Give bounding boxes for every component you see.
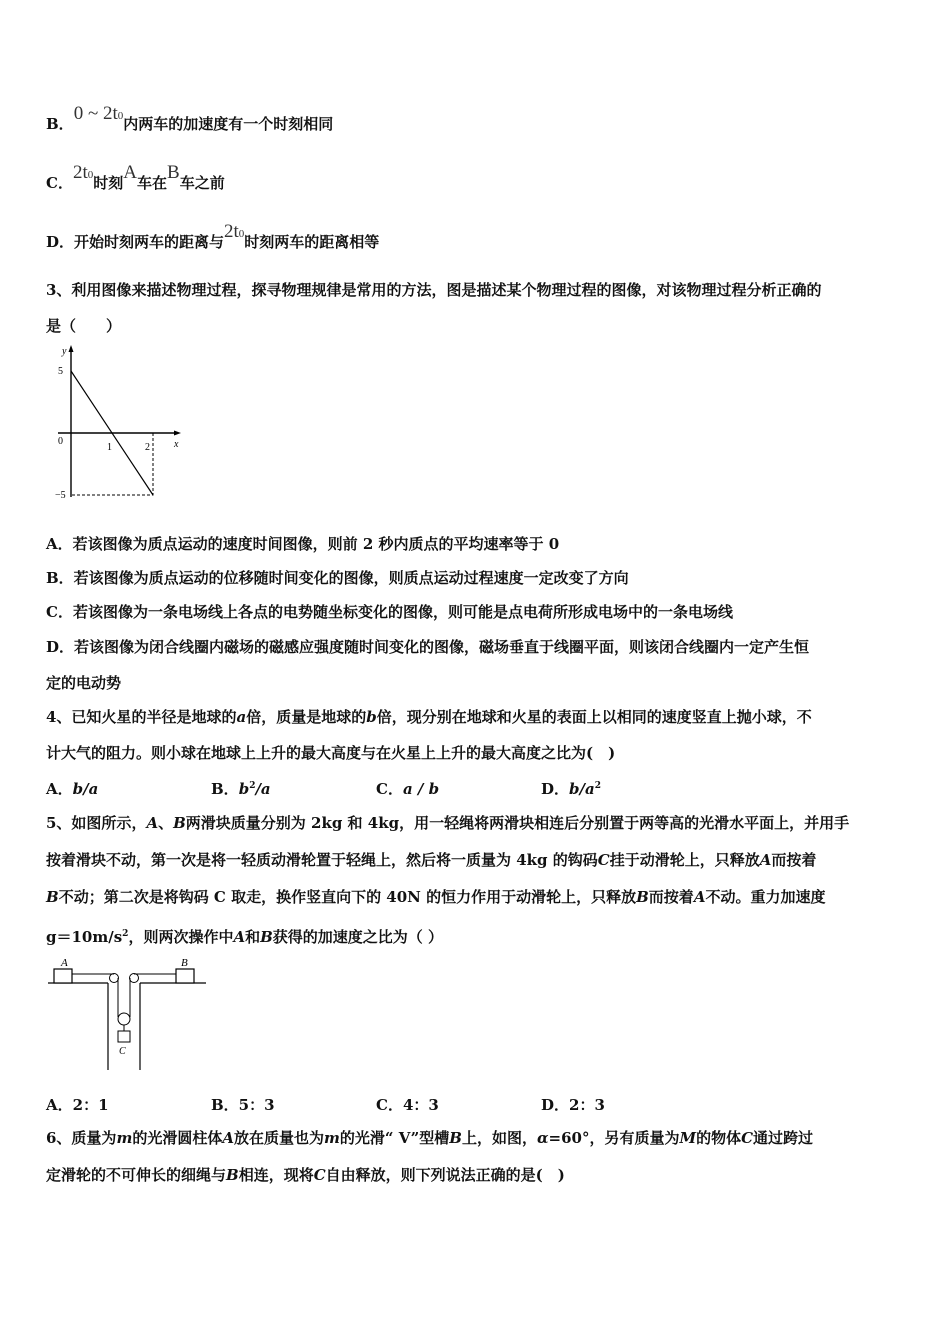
q3-option-d-line1: D．若该图像为闭合线圈内磁场的磁感应强度随时间变化的图像，磁场垂直于线圈平面，则该闭合线圈内一定产生恒 (46, 638, 810, 656)
q6-stem-line2: 定滑轮的不可伸长的细绳与B相连，现将C自由释放，则下列说法正确的是( ) (46, 1166, 565, 1184)
q3-stem-line2: 是（ ） (46, 317, 122, 335)
x-axis-arrow (174, 431, 181, 436)
q3-graph (50, 342, 190, 502)
q5-stem-line2: 按着滑块不动，第一次是将一轻质动滑轮置于轻绳上，然后将一质量为 4kg 的钩码C挂于动滑轮上，只释放A而按着 (46, 851, 817, 869)
tick-x2: 2 (145, 442, 150, 453)
q3-option-d-line2: 定的电动势 (46, 674, 122, 692)
label-c: C (119, 1046, 126, 1057)
math-expression: 2t0 (72, 162, 94, 183)
block-a (54, 969, 72, 983)
q4-stem-line2: 计大气的阻力。则小球在地球上上升的最大高度与在火星上上升的最大高度之比为( ) (46, 744, 616, 762)
x-axis-label: x (174, 439, 179, 450)
moving-pulley (118, 1013, 130, 1025)
hook-weight-c (118, 1031, 130, 1042)
q4-option-a: A．b/a (46, 780, 99, 798)
right-fixed-pulley (130, 974, 139, 983)
q3-option-c: C．若该图像为一条电场线上各点的电势随坐标变化的图像，则可能是点电荷所形成电场中的一条电场线 (46, 603, 733, 621)
block-b (176, 969, 194, 983)
y-axis-label: y (62, 346, 67, 357)
math-expression: 0 ~ 2t0 (73, 103, 124, 124)
math-expression: 2t0 (224, 221, 245, 242)
q2-option-c: C．2t0时刻A车在B车之前 (46, 162, 225, 192)
q3-option-a: A．若该图像为质点运动的速度时间图像，则前 2 秒内质点的平均速率等于 0 (46, 535, 560, 553)
tick-x1: 1 (107, 442, 112, 453)
label-b: B (181, 957, 188, 969)
q5-stem-line3: B不动；第二次是将钩码 C 取走，换作竖直向下的 40N 的恒力作用于动滑轮上，只释放B而按着A不动。重力加速度 (46, 888, 826, 906)
y-axis-arrow (69, 345, 74, 352)
tick-y-top: 5 (58, 366, 63, 377)
q5-option-b: B．5：3 (211, 1096, 275, 1114)
q5-option-d: D．2：3 (541, 1096, 605, 1114)
q4-option-d: D．$b/a^2$ (541, 780, 601, 798)
q5-stem-line1: 5、如图所示，A、B两滑块质量分别为 2kg 和 4kg，用一轻绳将两滑块相连后分别置于两等高的光滑水平面上，并用手 (46, 814, 850, 832)
q4-option-c: C．a / b (376, 780, 440, 798)
q3-stem-line1: 3、利用图像来描述物理过程，探寻物理规律是常用的方法，图是描述某个物理过程的图像，对该物理过程分析正确的 (46, 281, 822, 299)
dashed-guides (71, 433, 153, 495)
q2-option-d: D．开始时刻两车的距离与2t0时刻两车的距离相等 (46, 221, 380, 251)
q2-option-b: B．0 ~ 2t0内两车的加速度有一个时刻相同 (46, 103, 334, 133)
label-a: A (61, 957, 68, 969)
q5-option-c: C．4：3 (376, 1096, 439, 1114)
q5-option-a: A．2：1 (46, 1096, 109, 1114)
tick-origin: 0 (58, 436, 63, 447)
left-fixed-pulley (110, 974, 119, 983)
q3-option-b: B．若该图像为质点运动的位移随时间变化的图像，则质点运动过程速度一定改变了方向 (46, 569, 629, 587)
q5-stem-line4: $g=10m/s^2$，则两次操作中A和B获得的加速度之比为（ ） (46, 928, 444, 946)
q6-stem-line1: 6、质量为m的光滑圆柱体A放在质量也为m的光滑“ V”型槽B上，如图，α=60°，另有质量为M的物体C通过跨过 (46, 1129, 814, 1147)
q5-pulley-diagram (44, 955, 214, 1075)
q4-option-b: B．$b^2/a$ (211, 780, 271, 798)
tick-y-bottom: −5 (55, 490, 66, 501)
q4-stem-line1: 4、已知火星的半径是地球的a倍，质量是地球的b倍，现分别在地球和火星的表面上以相同的速度竖直上抛小球，不 (46, 708, 812, 726)
